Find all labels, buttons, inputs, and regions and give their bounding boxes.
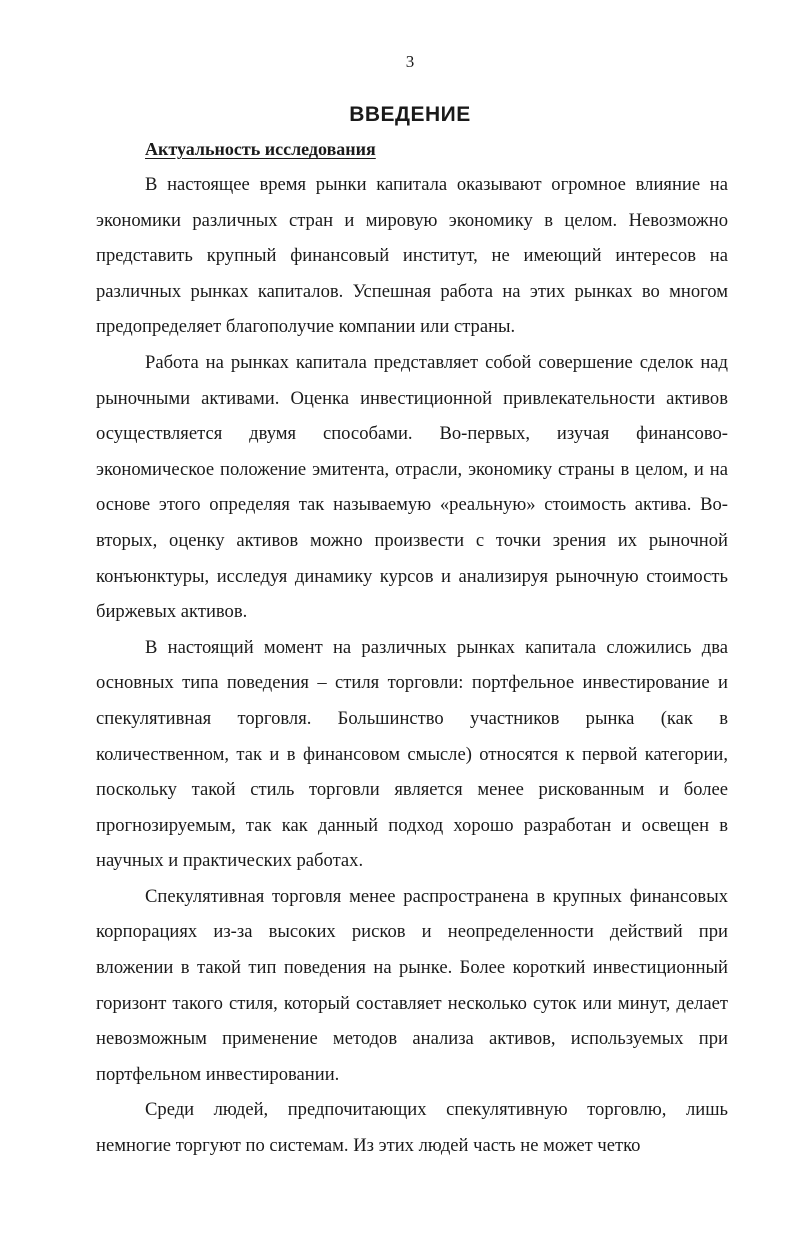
paragraph: В настоящее время рынки капитала оказывают огромное влияние на экономики различных стран и мировую экономику в целом. Невозможно представить крупный финансовый институт, не имеющий интересов на различных рынках капиталов. Успешная работа на этих рынках во многом предопределяет благополучие компании или страны. <box>96 174 728 338</box>
paragraph: В настоящий момент на различных рынках капитала сложились два основных типа поведения – стиля торговли: портфельное инвестирование и спекулятивная торговля. Большинство участников рынка (как в количественном, так и в финансовом смысле) относятся к первой категории, поскольку такой стиль торговли является менее рискованным и более прогнозируемым, так как данный подход хорошо разработан и освещен в научных и практических работах. <box>96 636 728 872</box>
body-text <box>96 167 728 1164</box>
section-heading: ВВЕДЕНИЕ <box>349 103 471 126</box>
page-number: 3 <box>405 52 415 71</box>
subsection-heading: Актуальность исследования <box>145 139 376 159</box>
paragraph: Среди людей, предпочитающих спекулятивную торговлю, лишь немногие торгуют по системам. Из этих людей часть не может четко <box>96 1099 728 1157</box>
paragraph: Работа на рынках капитала представляет собой совершение сделок над рыночными активами. Оценка инвестиционной привлекательности активов осуществляется двумя способами. Во-первых, изучая финансово-экономическое положение эмитента, отрасли, экономику страны в целом, и на основе этого определяя так называемую «реальную» стоимость актива. Во-вторых, оценку активов можно произвести с точки зрения их рыночной конъюнктуры, исследуя динамику курсов и анализируя рыночную стоимость биржевых активов. <box>96 351 728 623</box>
paragraph: Спекулятивная торговля менее распространена в крупных финансовых корпорациях из-за высоких рисков и неопределенности действий при вложении в такой тип поведения на рынке. Более короткий инвестиционный горизонт такого стиля, который составляет несколько суток или минут, делает невозможным применение методов анализа активов, используемых при портфельном инвестировании. <box>96 885 728 1085</box>
